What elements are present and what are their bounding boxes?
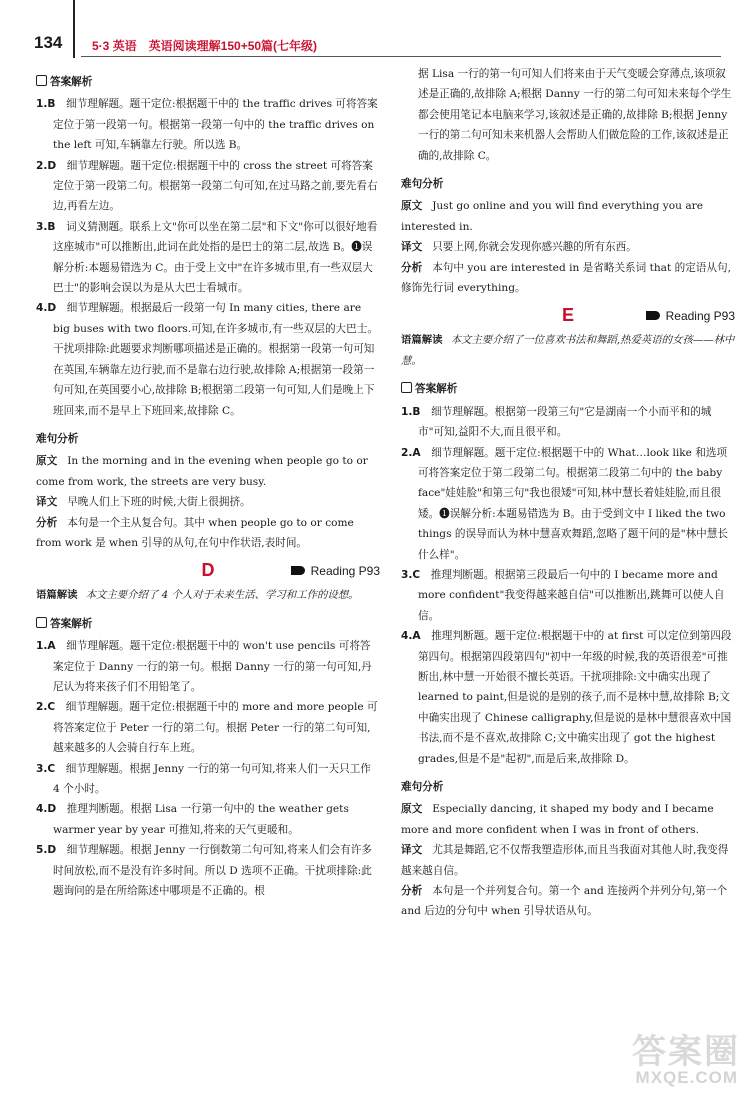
passage-intro: 语篇解读 本文主要介绍了 4 个人对于未来生活、学习和工作的设想。 bbox=[36, 589, 359, 602]
page-number: 134 bbox=[34, 33, 63, 52]
answer-icon bbox=[36, 617, 47, 628]
original-text: 原文 Especially dancing, it shaped my body and I became more and more confident when I was in front of others. bbox=[401, 803, 714, 836]
answer-item: 4.D 细节理解题。根据最后一段第一句 In many cities, there are big buses with two floors.可知,在许多城市,有一些双层的大巴士。干扰项排除:此题要求判断哪项描述是正确的。根据第一段第一句可知在英国,车辆靠左边行驶,而不是靠右边行驶,故排除 A;根据第一段第一句可知,在英国要小心,故排除 B;根据第二段第一句可知,人们是晚上下班回来,而不是早上下班回来,故排除 C。 bbox=[36, 302, 378, 417]
analysis-text: 分析 本句是一个主从复合句。其中 when people go to or come from work 是 when 引导的从句,在句中作状语,表时间。 bbox=[36, 516, 354, 549]
analysis-text: 分析 本句中 you are interested in 是省略关系词 that 的定语从句,修饰先行词 everything。 bbox=[401, 261, 731, 295]
section-e-header bbox=[401, 304, 735, 330]
pointing-hand-icon bbox=[646, 311, 660, 320]
answer-item: 5.D 细节理解题。根据 Jenny 一行倒数第二句可知,将来人们会有许多时间放松,而不是没有许多时间。所以 D 选项不正确。干扰项排除:此题询问的是在所给陈述中哪项是不正确的。根 bbox=[36, 844, 372, 898]
header-divider bbox=[73, 0, 75, 58]
watermark-url: MXQE.COM bbox=[635, 1068, 738, 1087]
watermark-logo bbox=[610, 1024, 740, 1094]
reading-reference: Reading P93 bbox=[291, 564, 380, 578]
translation-text: 译文 尤其是舞蹈,它不仅帮我塑造形体,而且当我面对其他人时,我变得越来越自信。 bbox=[401, 844, 729, 877]
section-d-header bbox=[36, 559, 380, 585]
analysis-text: 分析 本句是一个并列复合句。第一个 and 连接两个并列分句,第一个 and 后边的分句中 when 引导状语从句。 bbox=[401, 885, 728, 918]
answer-item: 3.C 细节理解题。根据 Jenny 一行的第一句可知,将来人们一天只工作 4 个小时。 bbox=[36, 762, 371, 795]
answer-item: 2.D 细节理解题。题干定位:根据题干中的 cross the street 可将答案定位于第一段第二句。根据第一段第二句可知,在过马路之前,要先看右边,再看左边。 bbox=[36, 159, 378, 213]
answer-item: 3.C 推理判断题。根据第三段最后一句中的 I became more and more confident"我变得越来越自信"可以推断出,跳舞可以使人自信。 bbox=[401, 568, 725, 622]
translation-text: 译文 只要上网,你就会发现你感兴趣的所有东西。 bbox=[401, 241, 637, 254]
answer-item: 4.D 推理判断题。根据 Lisa 一行第一句中的 the weather gets warmer year by year 可推知,将来的天气更暖和。 bbox=[36, 803, 349, 836]
answer-item: 1.A 细节理解题。题干定位:根据题干中的 won't use pencils 可将答案定位于 Danny 一行的第一句。根据 Danny 一行的第一句可知,丹尼认为将来孩子们不用铅笔了。 bbox=[36, 640, 372, 693]
answer-continued: 据 Lisa 一行的第一句可知人们将来由于天气变暖会穿薄点,该项叙述是正确的,故排除 A;根据 Danny 一行的第二句可知未来每个学生都会使用笔记本电脑来学习,该叙述是正确的,故排除 B;根据 Jenny 一行的第二句可知未来机器人会帮助人们做危险的工作,该叙述是正确的,故排除 C。 bbox=[418, 68, 732, 162]
hard-sentence-heading: 难句分析 bbox=[401, 781, 444, 793]
answer-item: 1.B 细节理解题。根据第一段第三句"它是湖南一个小而平和的城市"可知,益阳不大,而且很平和。 bbox=[401, 405, 712, 439]
hard-sentence-heading: 难句分析 bbox=[36, 432, 79, 445]
translation-text: 译文 早晚人们上下班的时候,大街上很拥挤。 bbox=[36, 496, 251, 509]
answers-heading: 答案解析 bbox=[36, 614, 380, 634]
answer-item: 1.B 细节理解题。题干定位:根据题干中的 the traffic drives 可将答案定位于第一段第一句。根据第一段第一句中的 the traffic drives on the left 可知,车辆靠左行驶。所以选 B。 bbox=[36, 98, 378, 152]
answers-heading: 答案解析 bbox=[401, 379, 735, 399]
book-title: 5·3 英语 英语阅读理解150+50篇(七年级) bbox=[92, 39, 318, 53]
pointing-hand-icon bbox=[291, 566, 305, 575]
section-letter: D bbox=[201, 560, 215, 581]
left-column bbox=[36, 64, 380, 901]
answer-icon bbox=[401, 382, 412, 393]
watermark-text: 答案圈 bbox=[632, 1032, 740, 1072]
answer-item: 2.C 细节理解题。题干定位:根据题干中的 more and more people 可将答案定位于 Peter 一行的第二句。根据 Peter 一行的第二句可知,越来越多的人会骑自行车上班。 bbox=[36, 701, 378, 755]
answer-item: 3.B 词义猜测题。联系上文"你可以坐在第二层"和下文"你可以很好地看这座城市"可以推断出,此词在此处指的是巴士的第二层,故选 B。❶误解分析:本题易错选为 C。由于受上文中"在许多城市里,有一些双层大巴士"的影响会误以为是从大巴士看城市。 bbox=[36, 220, 378, 295]
original-text: 原文 In the morning and in the evening when people go to or come from work, the streets are very busy. bbox=[36, 455, 368, 488]
page-header bbox=[0, 0, 750, 62]
original-text: 原文 Just go online and you will find everything you are interested in. bbox=[401, 200, 703, 233]
answers-heading: 答案解析 bbox=[36, 72, 380, 92]
section-letter: E bbox=[561, 305, 575, 326]
answer-item: 4.A 推理判断题。题干定位:根据题干中的 at first 可以定位到第四段第四句。根据第四段第四句"初中一年级的时候,我的英语很差"可推断出,林中慧一开始很不擅长英语。干扰项排除:文中确实出现了 learned to paint,但是说的是别的孩子,而不是林中慧,故排除 B;文中确实出现了 Chinese calligraphy,但是说的是林中慧很喜欢中国书法,而不是不喜欢,故排除 C;文中确实出现了 got the highest grades,但是不是"起初",而是后来,故排除 D。 bbox=[401, 630, 732, 765]
answer-item: 2.A 细节理解题。题干定位:根据题干中的 What…look like 和选项可将答案定位于第二段第二句。根据第二段第二句中的 the baby face"娃娃脸"和第三句"我也很矮"可知,林中慧长着娃娃脸,而且很矮。❶误解分析:本题易错选为 B。由于受到文中 I liked the two things 的误导而认为林中慧喜欢舞蹈,忽略了题干问的是"林中慧长什么样"。 bbox=[401, 446, 728, 561]
reading-reference: Reading P93 bbox=[646, 309, 735, 323]
right-column bbox=[401, 64, 735, 922]
answer-icon bbox=[36, 75, 47, 86]
hard-sentence-heading: 难句分析 bbox=[401, 178, 444, 191]
header-rule bbox=[81, 56, 721, 57]
passage-intro: 语篇解读 本文主要介绍了一位喜欢书法和舞蹈,热爱英语的女孩——林中慧。 bbox=[401, 334, 735, 367]
